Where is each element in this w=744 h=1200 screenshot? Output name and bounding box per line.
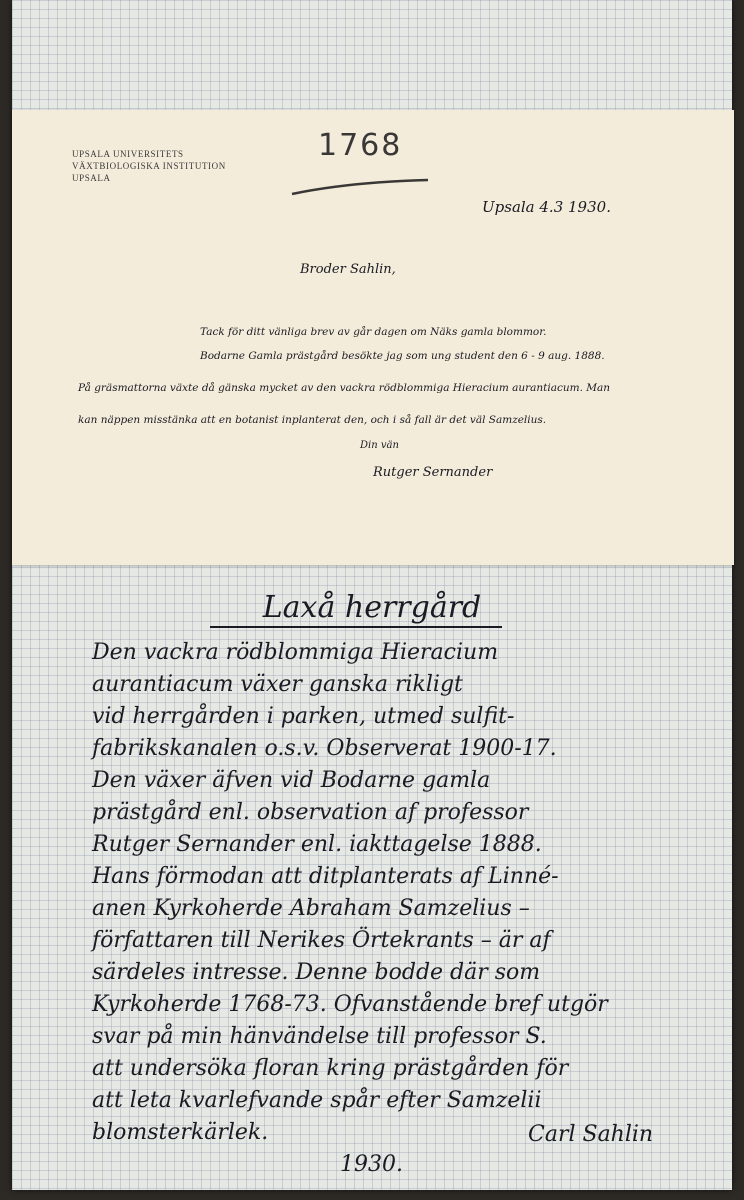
note-line: Rutger Sernander enl. iakttagelse 1888. <box>92 832 542 857</box>
letter-line: kan näppen misstänka att en botanist inplanterat den, och i så fall är det väl Samzelius. <box>78 414 547 426</box>
letterhead-line: UPSALA UNIVERSITETS <box>72 149 184 159</box>
note-line: vid herrgården i parken, utmed sulfit- <box>92 704 515 729</box>
letter-date: Upsala 4.3 1930. <box>482 198 611 216</box>
note-line: särdeles intresse. Denne bodde där som <box>92 960 541 985</box>
letterhead <box>72 148 226 184</box>
note-line: att undersöka floran kring prästgården för <box>92 1056 569 1081</box>
note-title: Laxå herrgård <box>262 590 482 625</box>
note-line: svar på min hänvändelse till professor S. <box>92 1024 547 1049</box>
note-line: Hans förmodan att ditplanterats af Linné- <box>92 864 559 889</box>
note-line: blomsterkärlek. <box>92 1120 269 1145</box>
note-line: anen Kyrkoherde Abraham Samzelius – <box>92 896 530 921</box>
note-line: Den växer äfven vid Bodarne gamla <box>92 768 491 793</box>
note-line: Den vackra rödblommiga Hieracium <box>92 640 499 665</box>
letter-signature: Rutger Sernander <box>373 465 493 480</box>
note-line: aurantiacum växer ganska rikligt <box>92 672 463 697</box>
note-signature: Carl Sahlin <box>528 1122 654 1147</box>
note-line: prästgård enl. observation af professor <box>92 800 529 825</box>
archive-number: 1768 <box>318 128 403 163</box>
letter-line: Bodarne Gamla prästgård besökte jag som ung student den 6 - 9 aug. 1888. <box>200 350 605 362</box>
archive-underline-stroke <box>290 178 430 198</box>
letter-line: På gräsmattorna växte då gänska mycket av den vackra rödblommiga Hieracium aurantiacum. Man <box>78 382 611 394</box>
note-line: att leta kvarlefvande spår efter Samzelii <box>92 1088 542 1113</box>
letter-line: Tack för ditt vänliga brev av går dagen om Näks gamla blommor. <box>200 326 547 338</box>
note-line: Kyrkoherde 1768-73. Ofvanstående bref utgör <box>92 992 608 1017</box>
letterhead-line: UPSALA <box>72 173 111 183</box>
letterhead-line: VÄXTBIOLOGISKA INSTITUTION <box>72 161 226 171</box>
note-year: 1930. <box>340 1152 403 1177</box>
note-line: fabrikskanalen o.s.v. Observerat 1900-17. <box>92 736 557 761</box>
title-underline <box>210 626 502 628</box>
letter-salutation: Broder Sahlin, <box>300 262 396 277</box>
letter-greeting: Din vän <box>360 440 399 451</box>
note-line: författaren till Nerikes Örtekrants – är af <box>92 928 551 953</box>
